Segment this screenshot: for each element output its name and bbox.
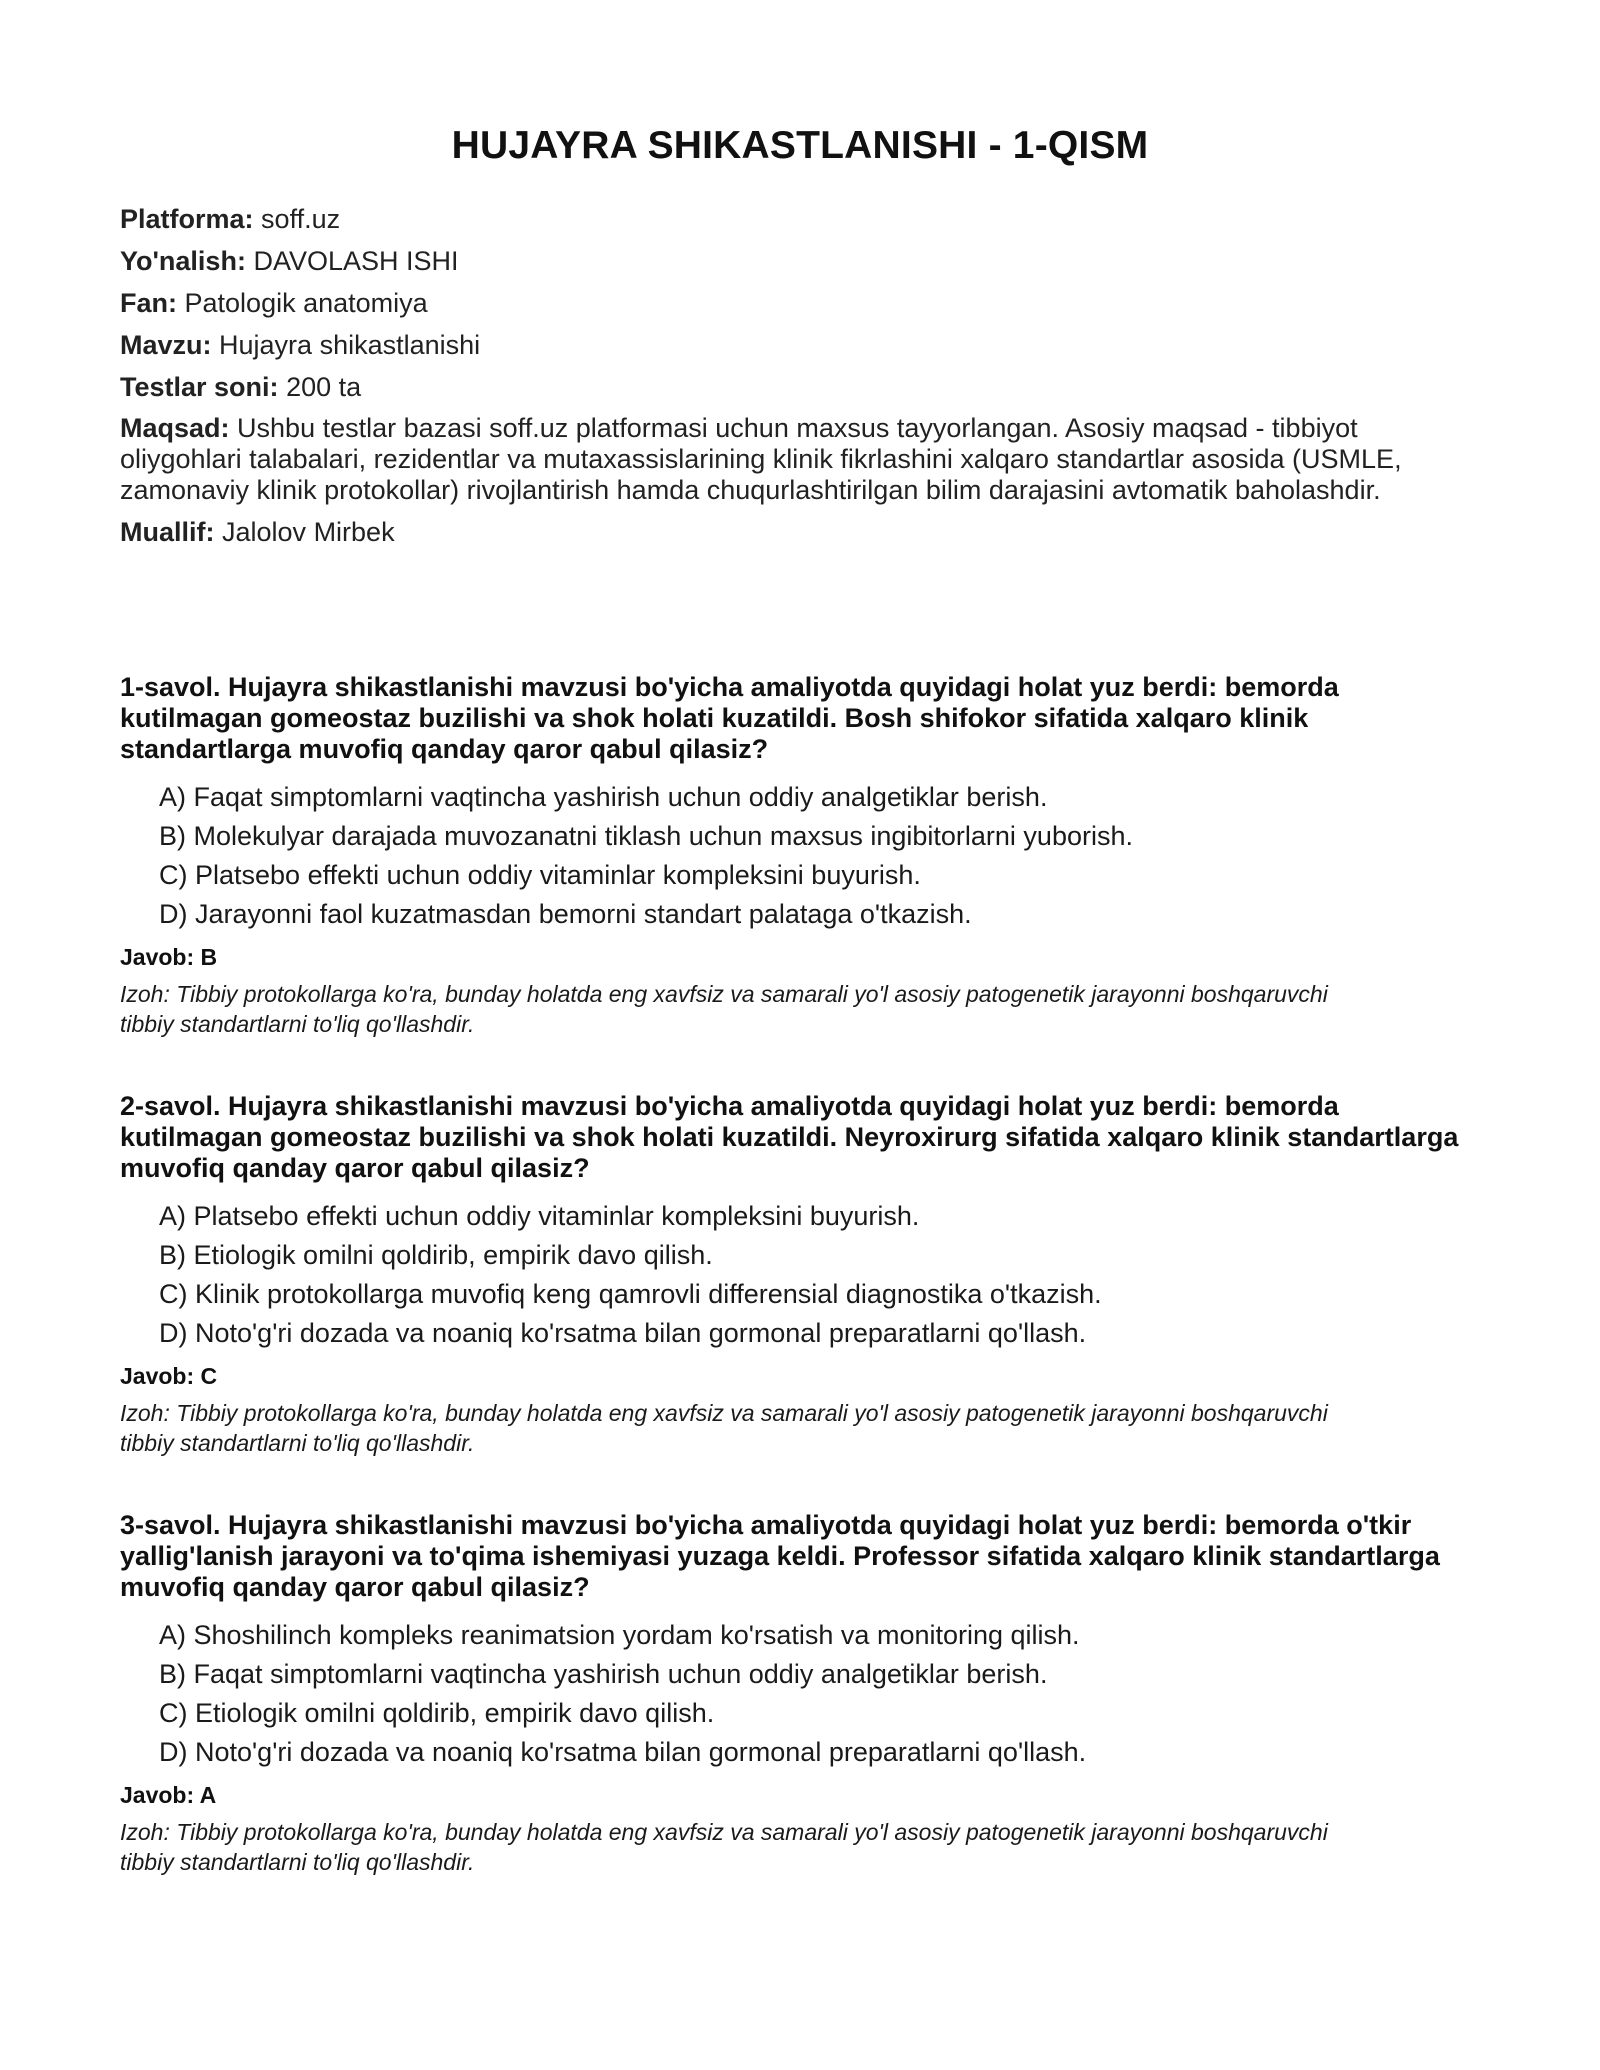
meta-author [120, 516, 1460, 548]
answer-options [120, 1619, 1460, 1768]
question-list [120, 672, 1460, 1929]
meta-value: Jalolov Mirbek [222, 517, 395, 547]
option-d: D) Noto'g'ri dozada va noaniq ko'rsatma bilan gormonal preparatlarni qo'llash. [159, 1737, 1087, 1767]
meta-value: 200 ta [286, 372, 362, 402]
option-d: D) Noto'g'ri dozada va noaniq ko'rsatma bilan gormonal preparatlarni qo'llash. [159, 1318, 1087, 1348]
meta-platform [120, 203, 1460, 235]
answer-options [120, 1200, 1460, 1349]
question-2 [120, 1091, 1460, 1458]
meta-label: Mavzu: [120, 330, 212, 360]
meta-label: Yo'nalish: [120, 246, 246, 276]
meta-value: Patologik anatomiya [184, 288, 428, 318]
correct-answer: Javob: A [120, 1782, 217, 1808]
correct-answer: Javob: B [120, 944, 218, 970]
question-text: 1-savol. Hujayra shikastlanishi mavzusi bo'yicha amaliyotda quyidagi holat yuz berdi: bemorda kutilmagan gomeostaz buzilishi va shok holati kuzatildi. Bosh shifokor sifatida xalqaro klinik standartlarga muvofiq qanday qaror qabul qilasiz? [120, 672, 1339, 764]
meta-value: soff.uz [261, 204, 341, 234]
meta-label: Testlar soni: [120, 372, 279, 402]
question-1 [120, 672, 1460, 1039]
meta-value: DAVOLASH ISHI [253, 246, 459, 276]
option-b: B) Etiologik omilni qoldirib, empirik davo qilish. [159, 1240, 713, 1270]
meta-label: Maqsad: [120, 413, 230, 443]
answer-explanation: Izoh: Tibbiy protokollarga ko'ra, bunday holatda eng xavfsiz va samarali yo'l asosiy patogenetik jarayonni boshqaruvchi tibbiy standartlarni to'liq qo'llashdir. [120, 981, 1328, 1037]
answer-explanation: Izoh: Tibbiy protokollarga ko'ra, bunday holatda eng xavfsiz va samarali yo'l asosiy patogenetik jarayonni boshqaruvchi tibbiy standartlarni to'liq qo'llashdir. [120, 1819, 1328, 1875]
meta-label: Platforma: [120, 204, 254, 234]
option-a: A) Platsebo effekti uchun oddiy vitaminlar kompleksini buyurish. [159, 1201, 920, 1231]
option-a: A) Faqat simptomlarni vaqtincha yashirish uchun oddiy analgetiklar berish. [159, 782, 1048, 812]
question-text: 3-savol. Hujayra shikastlanishi mavzusi bo'yicha amaliyotda quyidagi holat yuz berdi: bemorda o'tkir yallig'lanish jarayoni va to'qima ishemiyasi yuzaga keldi. Professor sifatida xalqaro klinik standartlarga muvofiq qanday qaror qabul qilasiz? [120, 1510, 1440, 1602]
meta-test-count [120, 371, 1460, 403]
meta-subject [120, 287, 1460, 319]
meta-label: Fan: [120, 288, 177, 318]
question-3 [120, 1510, 1460, 1877]
meta-value: Hujayra shikastlanishi [219, 330, 481, 360]
meta-topic [120, 329, 1460, 361]
correct-answer: Javob: C [120, 1363, 218, 1389]
answer-explanation: Izoh: Tibbiy protokollarga ko'ra, bunday holatda eng xavfsiz va samarali yo'l asosiy patogenetik jarayonni boshqaruvchi tibbiy standartlarni to'liq qo'llashdir. [120, 1400, 1328, 1456]
meta-value: Ushbu testlar bazasi soff.uz platformasi uchun maxsus tayyorlangan. Asosiy maqsad - tibbiyot oliygohlari talabalari, rezidentlar va mutaxassislarining klinik fikrlashini xalqaro standartlar asosida (USMLE, zamonaviy klinik protokollar) rivojlantirish hamda chuqurlashtirilgan bilim darajasini avtomatik baholashdir. [120, 413, 1402, 505]
question-text: 2-savol. Hujayra shikastlanishi mavzusi bo'yicha amaliyotda quyidagi holat yuz berdi: bemorda kutilmagan gomeostaz buzilishi va shok holati kuzatildi. Neyroxirurg sifatida xalqaro klinik standartlarga muvofiq qanday qaror qabul qilasiz? [120, 1091, 1459, 1183]
document-meta [120, 203, 1460, 558]
option-a: A) Shoshilinch kompleks reanimatsion yordam ko'rsatish va monitoring qilish. [159, 1620, 1080, 1650]
option-c: C) Klinik protokollarga muvofiq keng qamrovli differensial diagnostika o'tkazish. [159, 1279, 1102, 1309]
option-d: D) Jarayonni faol kuzatmasdan bemorni standart palataga o'tkazish. [159, 899, 972, 929]
answer-options [120, 781, 1460, 930]
document-title: HUJAYRA SHIKASTLANISHI - 1-QISM [451, 124, 1149, 167]
meta-goal [120, 413, 1460, 506]
option-c: C) Platsebo effekti uchun oddiy vitaminlar kompleksini buyurish. [159, 860, 921, 890]
meta-label: Muallif: [120, 517, 215, 547]
option-b: B) Faqat simptomlarni vaqtincha yashirish uchun oddiy analgetiklar berish. [159, 1659, 1048, 1689]
option-b: B) Molekulyar darajada muvozanatni tiklash uchun maxsus ingibitorlarni yuborish. [159, 821, 1133, 851]
option-c: C) Etiologik omilni qoldirib, empirik davo qilish. [159, 1698, 715, 1728]
meta-direction [120, 245, 1460, 277]
